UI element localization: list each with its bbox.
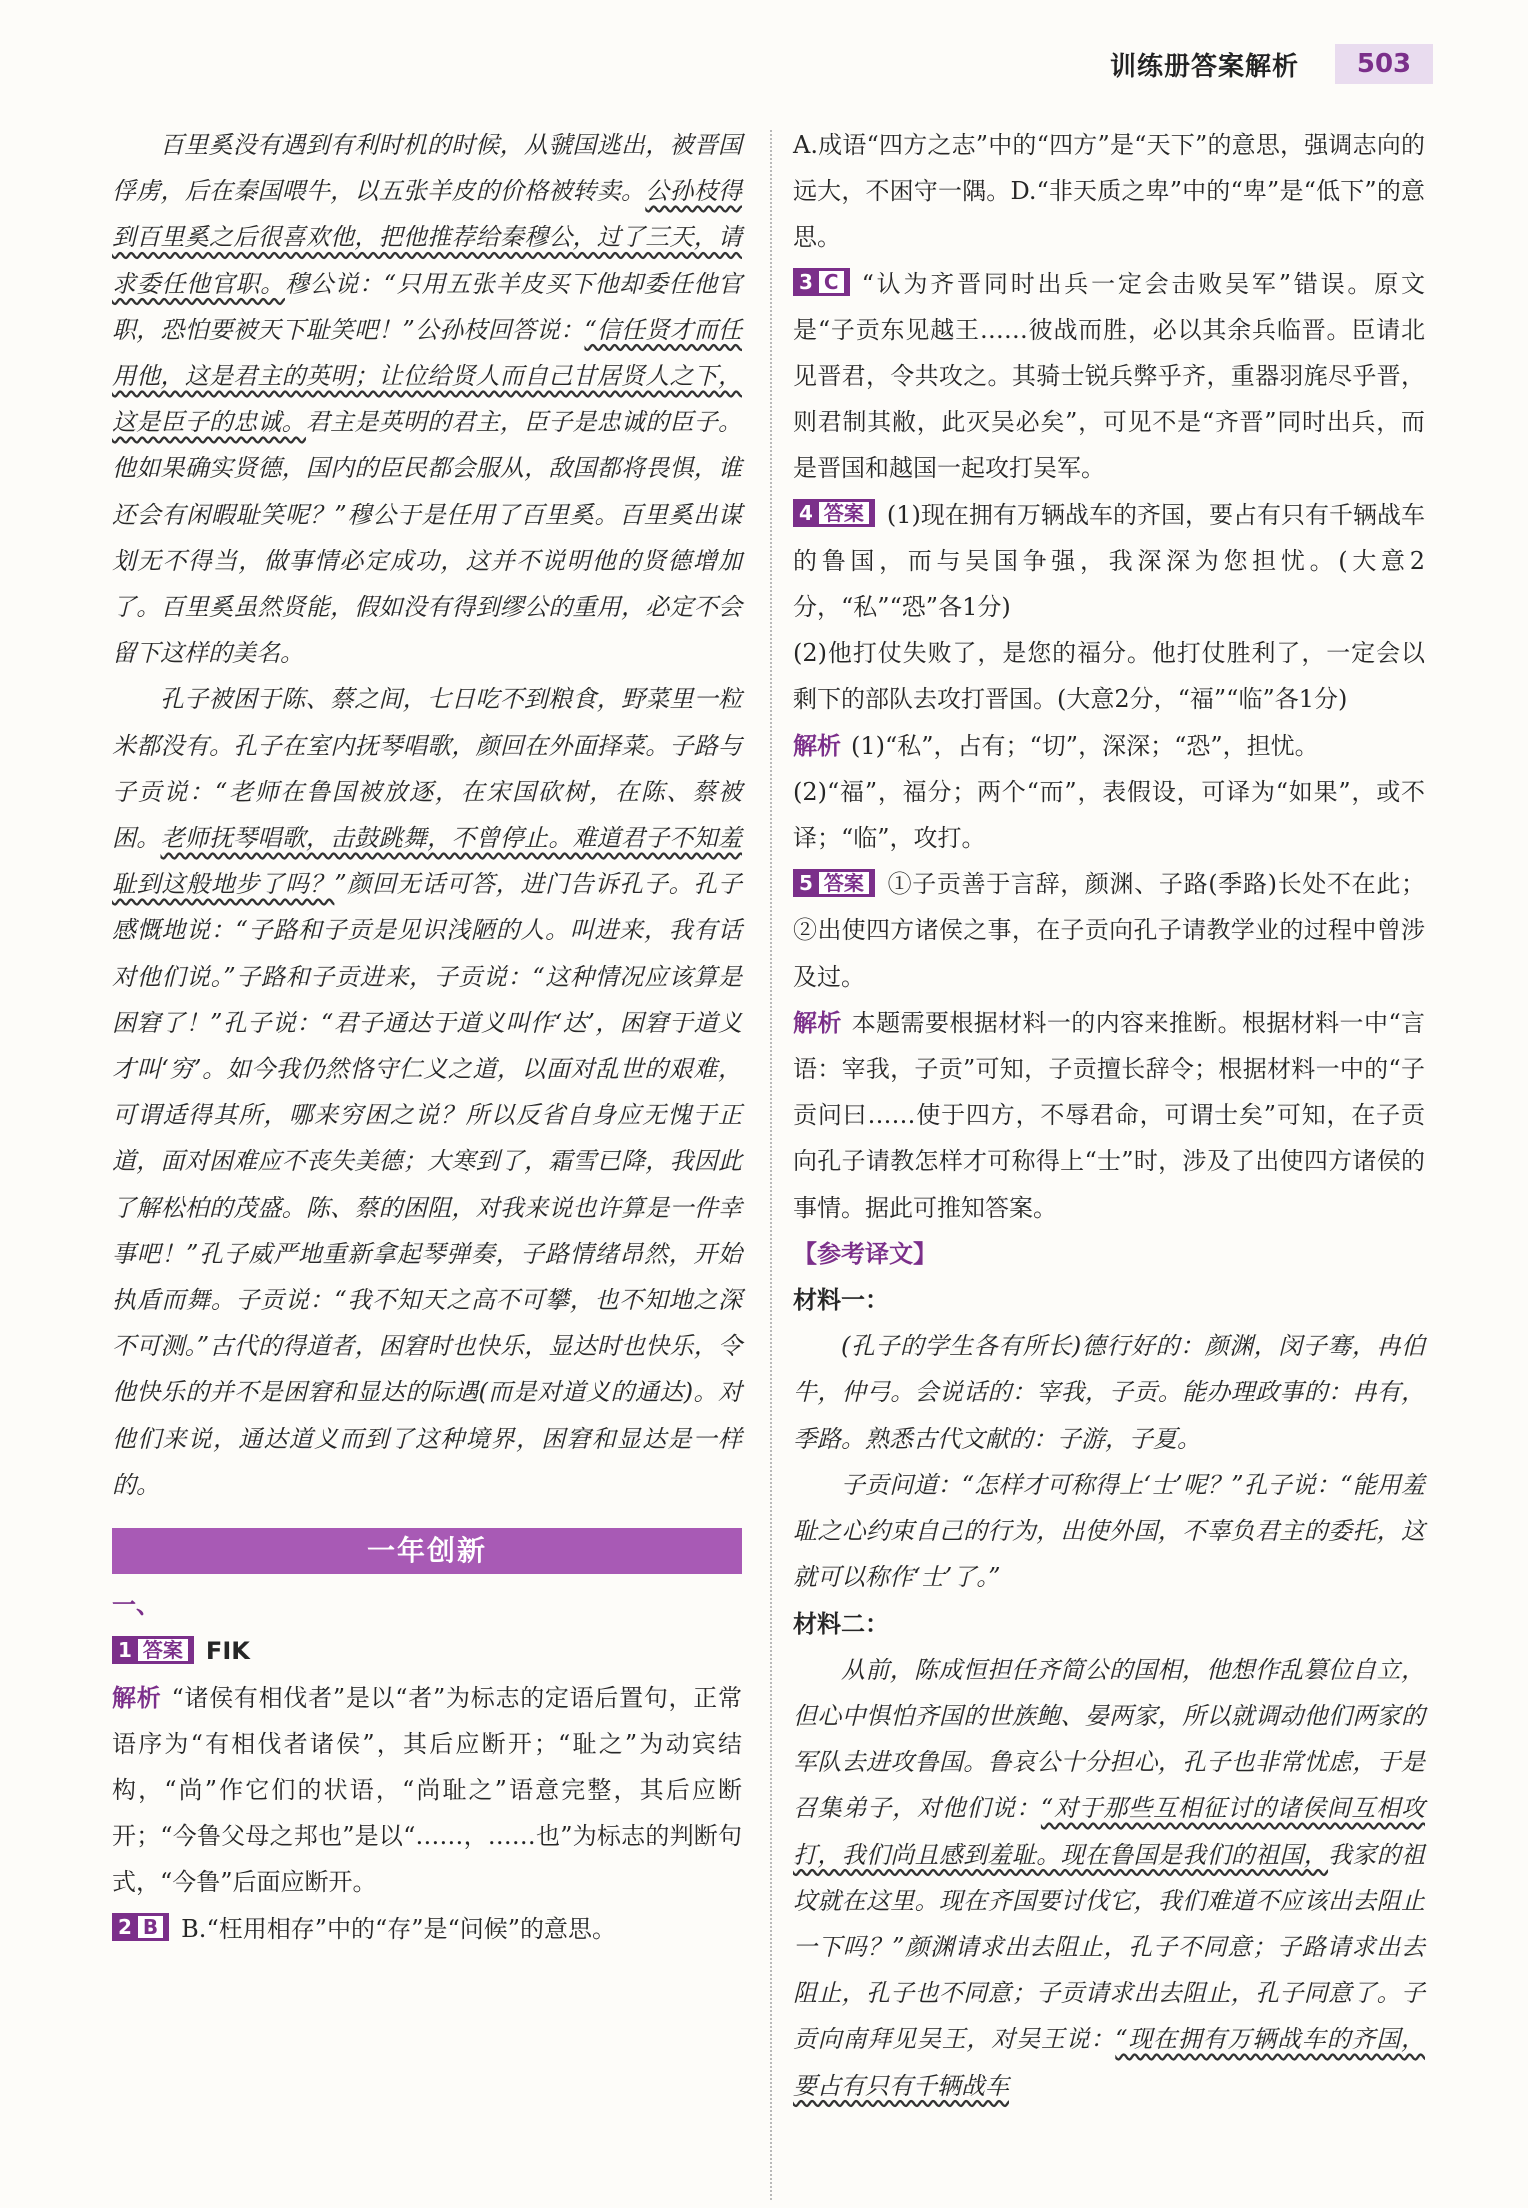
material-2-paragraph: 从前，陈成恒担任齐简公的国相，他想作乱篡位自立，但心中惧怕齐国的世族鲍、晏两家，所以就调动他们两家的军队去进攻鲁国。鲁哀公十分担心，孔子也非常忧虑，于是召集弟子，对他们说：“对于那些互相征讨的诸侯间互相攻打，我们尚且感到羞耻。现在鲁国是我们的祖国，我家的祖坟就在这里。现在齐国要讨伐它，我们难道不应该出去阻止一下吗？”颜渊请求出去阻止，孔子不同意；子路请求出去阻止，孔子也不同意；子贡请求出去阻止，孔子同意了。子贡向南拜见吴王，对吴王说：“现在拥有万辆战车的齐国，要占有只有千辆战车 [793,1655,1426,2100]
reference-translation-title: 【参考译文】 [793,1239,937,1268]
material-1-title: 材料一： [793,1286,889,1315]
analysis-5: 解析 本题需要根据材料一的内容来推断。根据材料一中“言语：宰我，子贡”可知，子贡擅长辞令；根据材料一中的“子贡问曰……使于四方，不辱君命，可谓士矣”可知，在子贡向孔子请教怎样才可称得上“士”时，涉及了出使四方诸侯的事情。据此可推知答案。 [793,1008,1425,1222]
analysis-4-part-2: (2)“福”，福分；两个“而”，表假设，可译为“如果”，或不译；“临”，攻打。 [793,777,1425,853]
header-title: 训练册答案解析 [1110,52,1300,82]
question-tag-1: 1 答案 [112,1636,194,1664]
question-tag-2: 2 B [112,1913,169,1941]
translation-paragraph-2: 孔子被困于陈、蔡之间，七日吃不到粮食，野菜里一粒米都没有。孔子在室内抚琴唱歌，颜回在外面择菜。子路与子贡说：“老师在鲁国被放逐，在宋国砍树，在陈、蔡被困。老师抚琴唱歌，击鼓跳舞，不曾停止。难道君子不知羞耻到这般地步了吗？”颜回无话可答，进门告诉孔子。孔子感慨地说：“子路和子贡是见识浅陋的人。叫进来，我有话对他们说。”子路和子贡进来，子贡说：“这种情况应该算是困窘了！”孔子说：“君子通达于道义叫作‘达’，困窘于道义才叫‘穷’。如今我仍然恪守仁义之道，以面对乱世的艰难，可谓适得其所，哪来穷困之说？所以反省自身应无愧于正道，面对困难应不丧失美德；大寒到了，霜雪已降，我因此了解松柏的茂盛。陈、蔡的困阻，对我来说也许算是一件幸事吧！”孔子威严地重新拿起琴弹奏，子路情绪昂然，开始执盾而舞。子贡说：“我不知天之高不可攀，也不知地之深不可测。”古代的得道者，困窘时也快乐，显达时也快乐，令他快乐的并不是困窘和显达的际遇(而是对道义的通达)。对他们来说，通达道义而到了这种境界，困窘和显达是一样的。 [112,685,743,1499]
question-tag-4: 4 答案 [793,499,875,527]
answer-1: 1 答案 FIK [112,1628,742,1674]
answer-4-part-2: (2)他打仗失败了，是您的福分。他打仗胜利了，一定会以剩下的部队去攻打晋国。(大意2分，“福”“临”各1分) [793,639,1425,714]
analysis-1: 解析 “诸侯有相伐者”是以“者”为标志的定语后置句，正常语序为“有相伐者诸侯”，其后应断开；“耻之”为动宾结构，“尚”作它们的状语，“尚耻之”语意完整，其后应断开；“今鲁父母之邦也”是以“……，……也”为标志的判断句式，“今鲁”后面应断开。 [112,1683,743,1897]
left-column [112,122,742,1952]
answer-2: 2 B B.“枉用相存”中的“存”是“问候”的意思。 [112,1906,742,1952]
question-tag-3: 3 C [793,268,850,296]
material-1-paragraph-2: 子贡问道：“怎样才可称得上‘士’呢？”孔子说：“能用羞耻之心约束自己的行为，出使外国，不辜负君主的委托，这就可以称作‘士’了。” [793,1470,1425,1592]
material-1-paragraph-1: (孔子的学生各有所长)德行好的：颜渊，闵子骞，冉伯牛，仲弓。会说话的：宰我，子贡。能办理政事的：冉有，季路。熟悉古代文献的：子游，子夏。 [793,1332,1425,1453]
column-divider [770,130,772,2200]
translation-paragraph-1: 百里奚没有遇到有利时机的时候，从虢国逃出，被晋国俘虏，后在秦国喂牛，以五张羊皮的价格被转卖。公孙枝得到百里奚之后很喜欢他，把他推荐给秦穆公，过了三天，请求委任他官职。穆公说：“只用五张羊皮买下他却委任他官职，恐怕要被天下耻笑吧！”公孙枝回答说：“信任贤才而任用他，这是君主的英明；让位给贤人而自己甘居贤人之下，这是臣子的忠诚。君主是英明的君主，臣子是忠诚的臣子。他如果确实贤德，国内的臣民都会服从，敌国都将畏惧，谁还会有闲暇耻笑呢？”穆公于是任用了百里奚。百里奚出谋划无不得当，做事情必定成功，这并不说明他的贤德增加了。百里奚虽然贤能，假如没有得到缪公的重用，必定不会留下这样的美名。 [112,131,743,668]
answer-4: 4 答案 (1)现在拥有万辆战车的齐国，要占有只有千辆战车的鲁国，而与吴国争强，我深深为您担忧。(大意2分，“私”“恐”各1分) [793,500,1425,622]
question-tag-5: 5 答案 [793,869,875,897]
material-2-title: 材料二： [793,1609,889,1638]
right-column [793,122,1425,2109]
section-number: 一、 [112,1591,160,1620]
answer-3: 3 C “认为齐晋同时出兵一定会击败吴军”错误。原文是“子贡东见越王……彼战而胜，必以其余兵临晋。臣请北见晋君，令共攻之。其骑士锐兵弊乎齐，重器羽旄尽乎晋，则君制其敝，此灭吴必矣”，可见不是“齐晋”同时出兵，而是晋国和越国一起攻打吴军。 [793,269,1425,483]
answer-5: 5 答案 ①子贡善于言辞，颜渊、子路(季路)长处不在此；②出使四方诸侯之事，在子贡向孔子请教学业的过程中曾涉及过。 [793,870,1425,991]
page-number: 503 [1335,44,1433,84]
analysis-4: 解析 (1)“私”，占有；“切”，深深；“恐”，担忧。 [793,731,1319,760]
section-banner: 一年创新 [112,1528,742,1574]
answer-2-continued: A.成语“四方之志”中的“四方”是“天下”的意思，强调志向的远大，不困守一隅。D.“非天质之卑”中的“卑”是“低下”的意思。 [793,131,1425,252]
page-header [1090,44,1460,84]
